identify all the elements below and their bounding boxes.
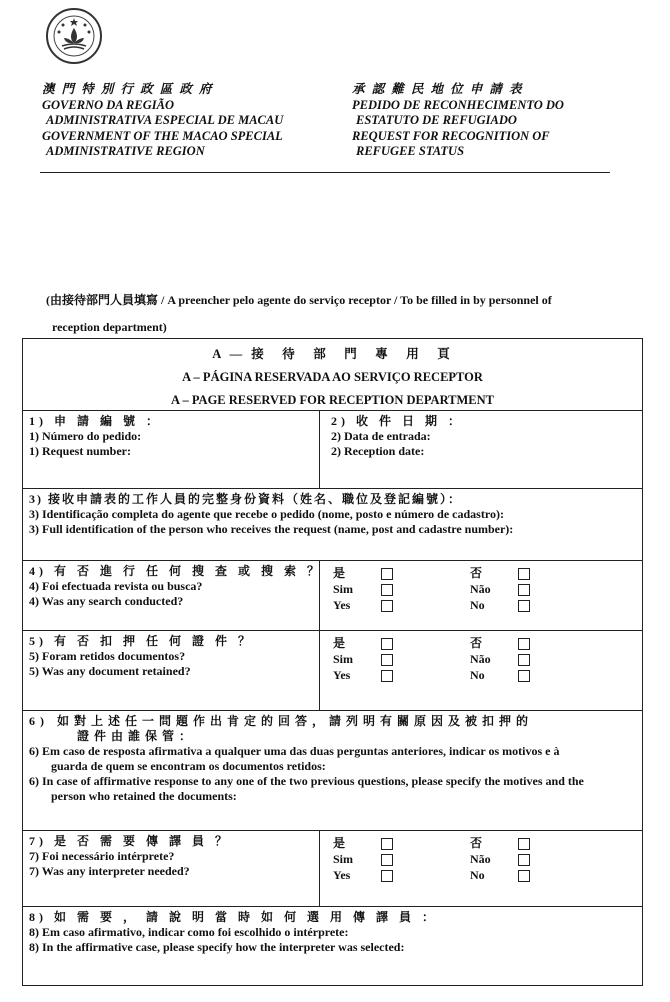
q4-yes-checkbox-3[interactable] (381, 600, 393, 612)
q7-pt: 7) Foi necessário intérprete? (29, 849, 175, 863)
q7-chinese: 7) 是 否 需 要 傳 譯 員 ？ (29, 834, 231, 848)
header-divider (40, 172, 610, 173)
reception-form-table (22, 338, 643, 986)
yes-label: Yes (333, 868, 351, 882)
q4-no-checkbox-3[interactable] (518, 600, 530, 612)
yes-label: 是 (333, 636, 346, 650)
request-number-field[interactable] (29, 414, 162, 459)
q5-no-option[interactable] (470, 635, 530, 683)
q7-yes-checkbox-1[interactable] (381, 838, 393, 850)
yes-label: Sim (333, 582, 354, 596)
q5-yes-checkbox-3[interactable] (381, 670, 393, 682)
q8-en: 8) In the affirmative case, please specify how the interpreter was selected: (29, 940, 405, 954)
q7-yes-checkbox-3[interactable] (381, 870, 393, 882)
column-divider (319, 631, 320, 710)
row-interpreter-selection[interactable] (23, 907, 642, 987)
instruction-line-2: reception department) (52, 320, 167, 334)
q5-yes-checkbox-2[interactable] (381, 654, 393, 666)
reception-date-field[interactable] (331, 414, 464, 459)
q4-yes-checkbox-1[interactable] (381, 568, 393, 580)
row-search-conducted (23, 561, 642, 631)
q6-pt-2: guarda de quem se encontram os documentos retidos: (51, 759, 326, 773)
issuer-block (42, 82, 283, 160)
section-title-en: A – PAGE RESERVED FOR RECEPTION DEPARTMENT (171, 393, 494, 407)
q5-en: 5) Was any document retained? (29, 664, 191, 678)
issuer-en-1: GOVERNMENT OF THE MACAO SPECIAL (42, 128, 283, 143)
no-label: 否 (470, 636, 483, 650)
q4-no-option[interactable] (470, 565, 530, 613)
section-title-pt: A – PÁGINA RESERVADA AO SERVIÇO RECEPTOR (182, 370, 483, 384)
no-label: Não (470, 652, 491, 666)
q7-yes-option[interactable] (333, 835, 393, 883)
q5-no-checkbox-3[interactable] (518, 670, 530, 682)
q7-yes-checkbox-2[interactable] (381, 854, 393, 866)
q7-no-checkbox-1[interactable] (518, 838, 530, 850)
no-label: Não (470, 582, 491, 596)
q3-chinese: 3) 接收申請表的工作人員的完整身份資料（姓名、職位及登記編號）： (29, 492, 462, 506)
section-title-row (23, 339, 642, 411)
q4-en: 4) Was any search conducted? (29, 594, 184, 608)
q4-yes-checkbox-2[interactable] (381, 584, 393, 596)
no-label: 否 (470, 566, 483, 580)
q2-en: 2) Reception date: (331, 444, 425, 458)
yes-label: Sim (333, 852, 354, 866)
form-title-block (352, 82, 564, 160)
no-label: No (470, 668, 485, 682)
q5-no-checkbox-1[interactable] (518, 638, 530, 650)
q4-pt: 4) Foi efectuada revista ou busca? (29, 579, 203, 593)
q2-pt: 2) Data de entrada: (331, 429, 431, 443)
instruction-line-1: (由接待部門人員填寫 / A preencher pelo agente do serviço receptor / To be filled in by personnel of (46, 293, 552, 307)
yes-label: Sim (333, 652, 354, 666)
q4-chinese: 4) 有 否 進 行 任 何 搜 查 或 搜 索 ？ (29, 564, 323, 578)
q4-no-checkbox-1[interactable] (518, 568, 530, 580)
column-divider (319, 561, 320, 630)
q7-no-checkbox-3[interactable] (518, 870, 530, 882)
issuer-pt-2: ADMINISTRATIVA ESPECIAL DE MACAU (46, 113, 284, 127)
q3-pt: 3) Identificação completa do agente que recebe o pedido (nome, posto e número de cadastro): (29, 507, 504, 521)
form-title-en-2: REFUGEE STATUS (356, 144, 465, 158)
column-divider (319, 831, 320, 906)
q5-pt: 5) Foram retidos documentos? (29, 649, 186, 663)
macau-emblem (46, 8, 102, 64)
yes-label: 是 (333, 566, 346, 580)
q1-chinese: 1) 申 請 編 號 ： (29, 414, 162, 428)
q5-yes-option[interactable] (333, 635, 393, 683)
q6-chinese-1: 6) 如對上述任一問題作出肯定的回答，請列明有關原因及被扣押的 (29, 714, 533, 728)
form-title-pt-2: ESTATUTO DE REFUGIADO (356, 113, 517, 127)
q3-en: 3) Full identification of the person who receives the request (name, post and cadastre number): (29, 522, 514, 536)
q7-no-checkbox-2[interactable] (518, 854, 530, 866)
q7-en: 7) Was any interpreter needed? (29, 864, 190, 878)
no-label: No (470, 868, 485, 882)
form-title-pt-1: PEDIDO DE RECONHECIMENTO DO (352, 97, 564, 112)
section-title-chinese: A — 接 待 部 門 專 用 頁 (212, 347, 453, 361)
lotus-icon (48, 10, 100, 62)
q1-en: 1) Request number: (29, 444, 131, 458)
q4-yes-option[interactable] (333, 565, 393, 613)
no-label: No (470, 598, 485, 612)
q6-pt-1: 6) Em caso de resposta afirmativa a qualquer uma das duas perguntas anteriores, indicar os motivos e à (29, 744, 560, 758)
no-label: Não (470, 852, 491, 866)
form-title-chinese: 承 認 難 民 地 位 申 請 表 (352, 82, 524, 96)
row-interpreter-needed (23, 831, 642, 907)
row-receiver-identification[interactable] (23, 489, 642, 561)
q8-chinese: 8) 如 需 要 ， 請 說 明 當 時 如 何 選 用 傳 譯 員 ： (29, 910, 438, 924)
q4-no-checkbox-2[interactable] (518, 584, 530, 596)
row-affirmative-motives[interactable] (23, 711, 642, 831)
q6-en-1: 6) In case of affirmative response to any one of the two previous questions, please specify the motives and the (29, 774, 584, 788)
q1-pt: 1) Número do pedido: (29, 429, 142, 443)
q7-no-option[interactable] (470, 835, 530, 883)
column-divider (319, 411, 320, 488)
yes-label: 是 (333, 836, 346, 850)
q5-chinese: 5) 有 否 扣 押 任 何 證 件 ？ (29, 634, 254, 648)
form-title-en-1: REQUEST FOR RECOGNITION OF (352, 128, 550, 143)
row-request-number-date (23, 411, 642, 489)
yes-label: Yes (333, 598, 351, 612)
issuer-chinese: 澳 門 特 別 行 政 區 政 府 (42, 82, 214, 96)
q5-yes-checkbox-1[interactable] (381, 638, 393, 650)
q5-no-checkbox-2[interactable] (518, 654, 530, 666)
issuer-pt-1: GOVERNO DA REGIÃO (42, 97, 174, 112)
no-label: 否 (470, 836, 483, 850)
yes-label: Yes (333, 668, 351, 682)
issuer-en-2: ADMINISTRATIVE REGION (46, 144, 205, 158)
q6-en-2: person who retained the documents: (51, 789, 237, 803)
row-document-retained (23, 631, 642, 711)
q2-chinese: 2) 收 件 日 期 ： (331, 414, 464, 428)
q6-chinese-2: 證件由誰保管： (77, 729, 197, 743)
q8-pt: 8) Em caso afirmativo, indicar como foi escolhido o intérprete: (29, 925, 349, 939)
